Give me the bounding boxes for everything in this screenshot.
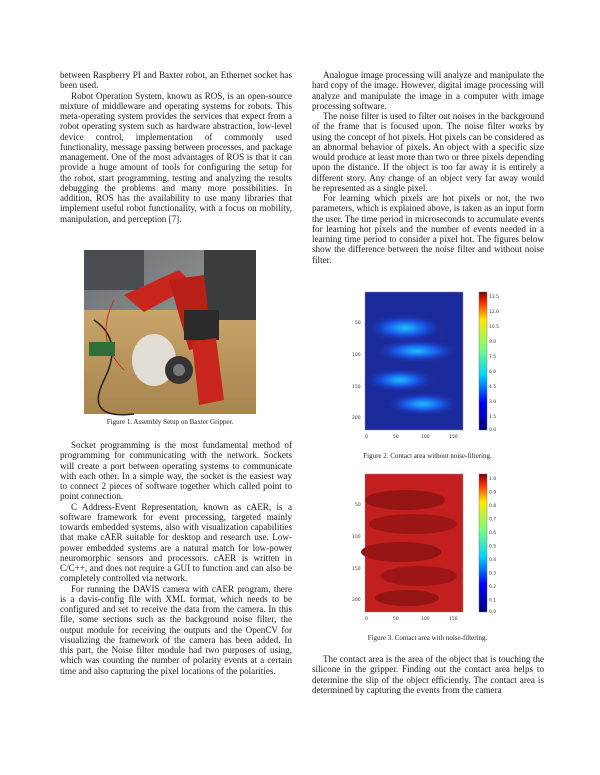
- figure-2-heatmap: [345, 288, 500, 443]
- right-column: [312, 70, 544, 265]
- x-tick: 150: [449, 617, 458, 622]
- y-tick: 50: [355, 503, 361, 508]
- colorbar-tick: 0.1: [489, 598, 497, 604]
- colorbar-tick: 0.5: [489, 544, 497, 550]
- x-tick: 50: [393, 435, 399, 440]
- colorbar-tick: 4.5: [489, 385, 497, 390]
- colorbar-tick: 0.0: [489, 428, 497, 433]
- y-tick: 200: [352, 598, 361, 603]
- y-tick: 50: [355, 321, 361, 326]
- x-tick: 100: [421, 617, 430, 622]
- colorbar-tick: 0.4: [489, 558, 497, 563]
- figure-3-caption: Figure 3. Contact area with noise-filtering.: [367, 634, 488, 642]
- colorbar-tick: 0.6: [489, 531, 497, 536]
- paragraph: Socket programming is the most fundamental method of programming for communicating with the network. Sockets will create a port between operating systems to communicate with each other. In a simple way, the socket is the easiest way to connect 2 pieces of software together which called point to point connection.: [60, 440, 292, 502]
- x-tick: 50: [393, 617, 399, 622]
- left-column-lower: [60, 440, 292, 676]
- colorbar-tick: 0.9: [489, 490, 497, 496]
- colorbar-tick: 3.0: [489, 400, 497, 405]
- colorbar-tick: 0.2: [489, 585, 497, 590]
- y-tick: 100: [352, 535, 361, 540]
- figure-1-photo: [84, 250, 256, 414]
- paragraph: For learning which pixels are hot pixels or not, the two parameters, which is explained above, is taken as an input form the user. The time period in microseconds to accumulate events for learning hot pixels and the number of events needed in a learning time period to consider a pixel hot. The figures below show the difference between the noise filter and without noise filter.: [312, 193, 544, 265]
- y-tick: 100: [352, 353, 361, 358]
- colorbar-tick: 13.5: [489, 295, 500, 300]
- y-tick: 200: [352, 416, 361, 421]
- paragraph: between Raspberry PI and Baxter robot, an Ethernet socket has been used.: [60, 70, 292, 91]
- right-column-lower: [312, 654, 544, 695]
- colorbar-tick: 10.5: [489, 325, 500, 330]
- x-tick: 150: [449, 435, 458, 440]
- figure-3-heatmap: [345, 470, 495, 625]
- colorbar-tick: 6.0: [489, 370, 497, 375]
- figure-2-caption: Figure 2. Contact area without noise-filtering.: [363, 452, 492, 460]
- x-tick: 0: [365, 617, 368, 622]
- x-tick: 100: [421, 435, 430, 440]
- paragraph: The noise filter is used to filter out noises in the background of the frame that is focused upon. The noise filter works by using the concept of hot pixels. Hot pixels can be considered as an abnormal behavior of pixels. An object with a specific size would produce at least more than two or three pixels depending upon the distance. If the object is too far away it is entirely a different story. Any change of an object very far away would be represented as a single pixel.: [312, 111, 544, 193]
- figure-1-caption: Figure 1. Assembly Setup on Baxter Gripper.: [106, 418, 234, 426]
- y-tick: 150: [352, 385, 361, 390]
- x-tick: 0: [365, 435, 368, 440]
- colorbar-tick: 1.0: [489, 477, 497, 482]
- y-tick: 150: [352, 567, 361, 572]
- colorbar-tick: 0.0: [489, 610, 497, 615]
- paragraph: Robot Operation System, known as ROS, is an open-source mixture of middleware and operating systems for robots. This meta-operating system provides the services that expect from a robot operating system such as hardware abstraction, low-level device control, implementation of commonly used functionality, message passing between processes, and package management. One of the most advantages of ROS is that it can provide a huge amount of tools for configuring the setup for the robot, start programming, testing and analyzing the results debugging the problems and many more possibilities. In addition, ROS has the availability to use many libraries that implement useful robot functionality, with a focus on mobility, manipulation, and perception [7].: [60, 90, 292, 224]
- colorbar-tick: 0.3: [489, 571, 497, 577]
- colorbar-tick: 9.0: [489, 340, 497, 345]
- paragraph: C Address-Event Representation, known as cAER, is a software framework for event processing, targeted mainly towards embedded systems, also with visualization capabilities that make cAER suitable for desktop and research use. Low-power embedded systems are a natural match for low-power neuromorphic sensors and processors. cAER is written in C/C++, and does not require a GUI to function and can also be completely controlled via network.: [60, 501, 292, 584]
- colorbar-tick: 7.5: [489, 355, 497, 360]
- colorbar-tick: 0.7: [489, 517, 497, 523]
- paragraph: Analogue image processing will analyze and manipulate the hard copy of the image. However, digital image processing will analyze and manipulate the image in a computer with image processing software.: [312, 70, 544, 111]
- paragraph: For running the DAVIS camera with cAER program, there is a davis-config file with XML format, which needs to be configured and set to receive the data from the camera. In this file, some sections such as the background noise filter, the output module for receiving the outputs and the OpenCV for visualizing the framework of the camera has been added. In this part, the Noise filter module had two purposes of using, which was counting the number of polarity events at a certain time and also capturing the pixel locations of the polarities.: [60, 583, 292, 676]
- colorbar-tick: 1.5: [489, 415, 497, 420]
- paragraph: The contact area is the area of the object that is touching the silicone in the gripper. Finding out the contact area helps to determine the slip of the object efficiently. The contact area is determined by capturing the events from the camera: [312, 654, 544, 695]
- left-column: [60, 70, 292, 224]
- colorbar-tick: 12.0: [489, 310, 500, 315]
- colorbar-tick: 0.8: [489, 504, 497, 509]
